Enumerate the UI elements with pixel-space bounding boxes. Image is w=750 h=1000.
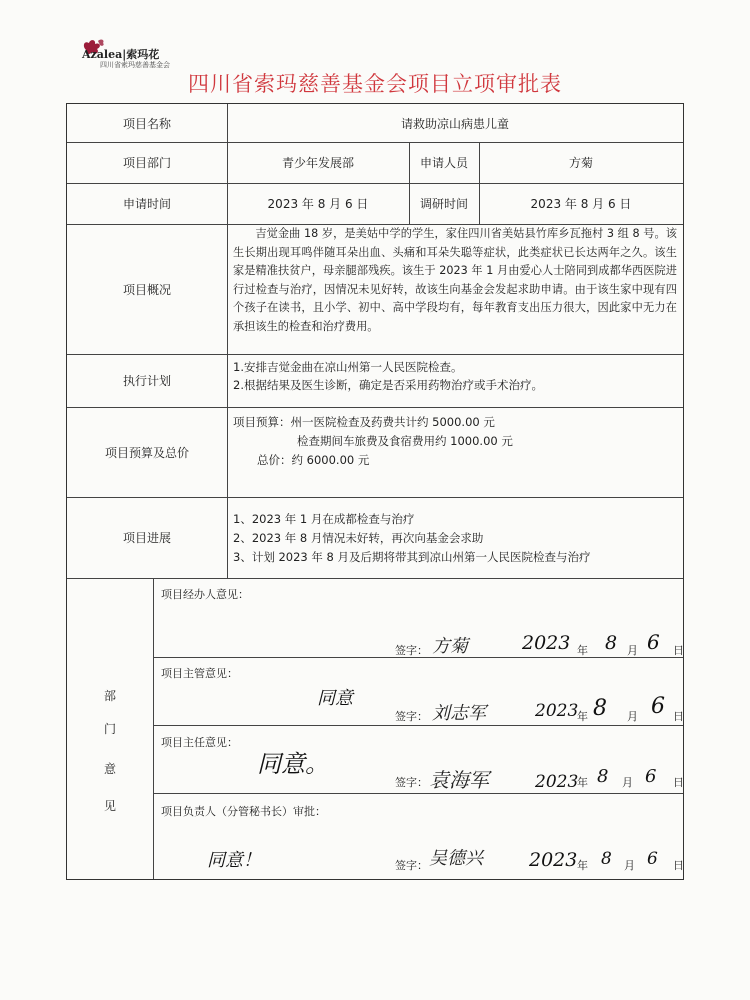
month-unit: 月 — [624, 859, 635, 872]
overview-text: 吉觉金曲 18 岁，是美姑中学的学生，家住四川省美姑县竹库乡瓦拖村 3 组 8 号。该生长期出现耳鸣伴随耳朵出血、头痛和耳朵失聪等症状，此类症状已长达两年之久。该生家是精准扶贫户，母亲腿部残疾。该生于 2023 年 1 月由爱心人士陪同到成都华西医院进行过检查与治疗，因情况未见好转，故该生向基金会发起求助申请。由于该生家中现有四个孩子在读书，且小学、初中、高中学段均有，每年教育支出压力很大，因此家中无力在承担该生的检查和治疗费用。 — [233, 227, 677, 333]
day-unit: 日 — [673, 776, 684, 789]
progress-label: 项目进展 — [122, 531, 171, 545]
handwritten-comment: 同意 — [317, 688, 353, 709]
month-unit: 月 — [627, 710, 638, 723]
sign-month: 8 — [605, 632, 618, 654]
apply-time-label: 申请时间 — [122, 197, 171, 211]
row-divider — [153, 725, 683, 726]
dept-label: 项目部门 — [122, 156, 171, 170]
handwritten-comment: 同意！ — [207, 850, 261, 871]
handler-opinion-label: 项目经办人意见： — [161, 588, 249, 601]
handwritten-signature: 刘志军 — [432, 703, 486, 724]
leader-approval-label: 项目负责人（分管秘书长）审批： — [161, 805, 326, 818]
approval-form-table — [66, 103, 684, 880]
plan-item: 1.安排吉觉金曲在凉山州第一人民医院检查。 — [233, 360, 463, 374]
sign-day: 6 — [651, 694, 665, 719]
handwritten-signature: 袁海军 — [429, 768, 489, 792]
project-name-value: 请救助凉山病患儿童 — [400, 116, 509, 131]
dept-value: 青少年发展部 — [281, 156, 354, 170]
sign-month: 8 — [601, 849, 612, 869]
day-unit: 日 — [673, 710, 684, 723]
budget-line: 检查期间车旅费及食宿费用约 1000.00 元 — [297, 434, 513, 448]
progress-item: 3、计划 2023 年 8 月及后期将带其到凉山州第一人民医院检查与治疗 — [233, 550, 591, 564]
year-unit: 年 — [577, 710, 588, 723]
applicant-value: 方菊 — [568, 156, 593, 170]
col-divider — [153, 578, 154, 879]
progress-item: 1、2023 年 1 月在成都检查与治疗 — [233, 512, 415, 526]
research-time-value: 2023 年 8 月 6 日 — [530, 197, 632, 211]
sign-month: 8 — [593, 696, 607, 721]
year-unit: 年 — [577, 859, 588, 872]
logo-brand-text: Azalea|索玛花 — [82, 48, 160, 61]
year-unit: 年 — [577, 644, 588, 657]
project-name-label: 项目名称 — [122, 116, 171, 131]
plan-label: 执行计划 — [122, 374, 171, 388]
row-divider — [67, 578, 683, 579]
apply-time-value: 2023 年 8 月 6 日 — [267, 197, 369, 211]
research-time-label: 调研时间 — [419, 197, 468, 211]
day-unit: 日 — [673, 859, 684, 872]
dept-opinion-char: 意 — [103, 762, 116, 776]
sign-year: 2023 — [522, 632, 571, 654]
year-unit: 年 — [577, 776, 588, 789]
sign-day: 6 — [647, 630, 660, 654]
sign-year: 2023 — [529, 849, 578, 871]
plan-item: 2.根据结果及医生诊断，确定是否采用药物治疗或手术治疗。 — [233, 378, 543, 392]
row-divider — [153, 793, 683, 794]
progress-item: 2、2023 年 8 月情况未好转，再次向基金会求助 — [233, 531, 484, 545]
budget-line: 项目预算：州一医院检查及药费共计约 5000.00 元 — [233, 415, 495, 429]
month-unit: 月 — [622, 776, 633, 789]
logo-subtitle: 四川省索玛慈善基金会 — [100, 61, 170, 69]
director-opinion-label: 项目主任意见： — [161, 736, 238, 749]
dept-opinion-char: 部 — [103, 689, 116, 703]
sign-month: 8 — [597, 766, 609, 787]
handwritten-signature: 方菊 — [432, 636, 468, 657]
sign-year: 2023 — [535, 701, 579, 721]
supervisor-opinion-label: 项目主管意见： — [161, 667, 238, 680]
sign-day: 6 — [647, 849, 658, 869]
dept-opinion-char: 见 — [103, 799, 116, 813]
applicant-label: 申请人员 — [419, 156, 468, 170]
budget-total: 总价：约 6000.00 元 — [257, 453, 370, 467]
handwritten-signature: 吴德兴 — [429, 848, 483, 869]
sign-day: 6 — [645, 766, 657, 787]
sign-label: 签字： — [395, 859, 428, 872]
handwritten-comment: 同意。 — [257, 750, 329, 778]
sign-label: 签字： — [395, 710, 428, 723]
overview-label: 项目概况 — [122, 282, 171, 297]
day-unit: 日 — [673, 644, 684, 657]
month-unit: 月 — [627, 644, 638, 657]
sign-label: 签字： — [395, 644, 428, 657]
sign-label: 签字： — [395, 776, 428, 789]
sign-year: 2023 — [535, 772, 579, 792]
form-title: 四川省索玛慈善基金会项目立项审批表 — [188, 72, 562, 96]
budget-label: 项目预算及总价 — [104, 445, 189, 460]
dept-opinion-char: 门 — [103, 722, 116, 736]
